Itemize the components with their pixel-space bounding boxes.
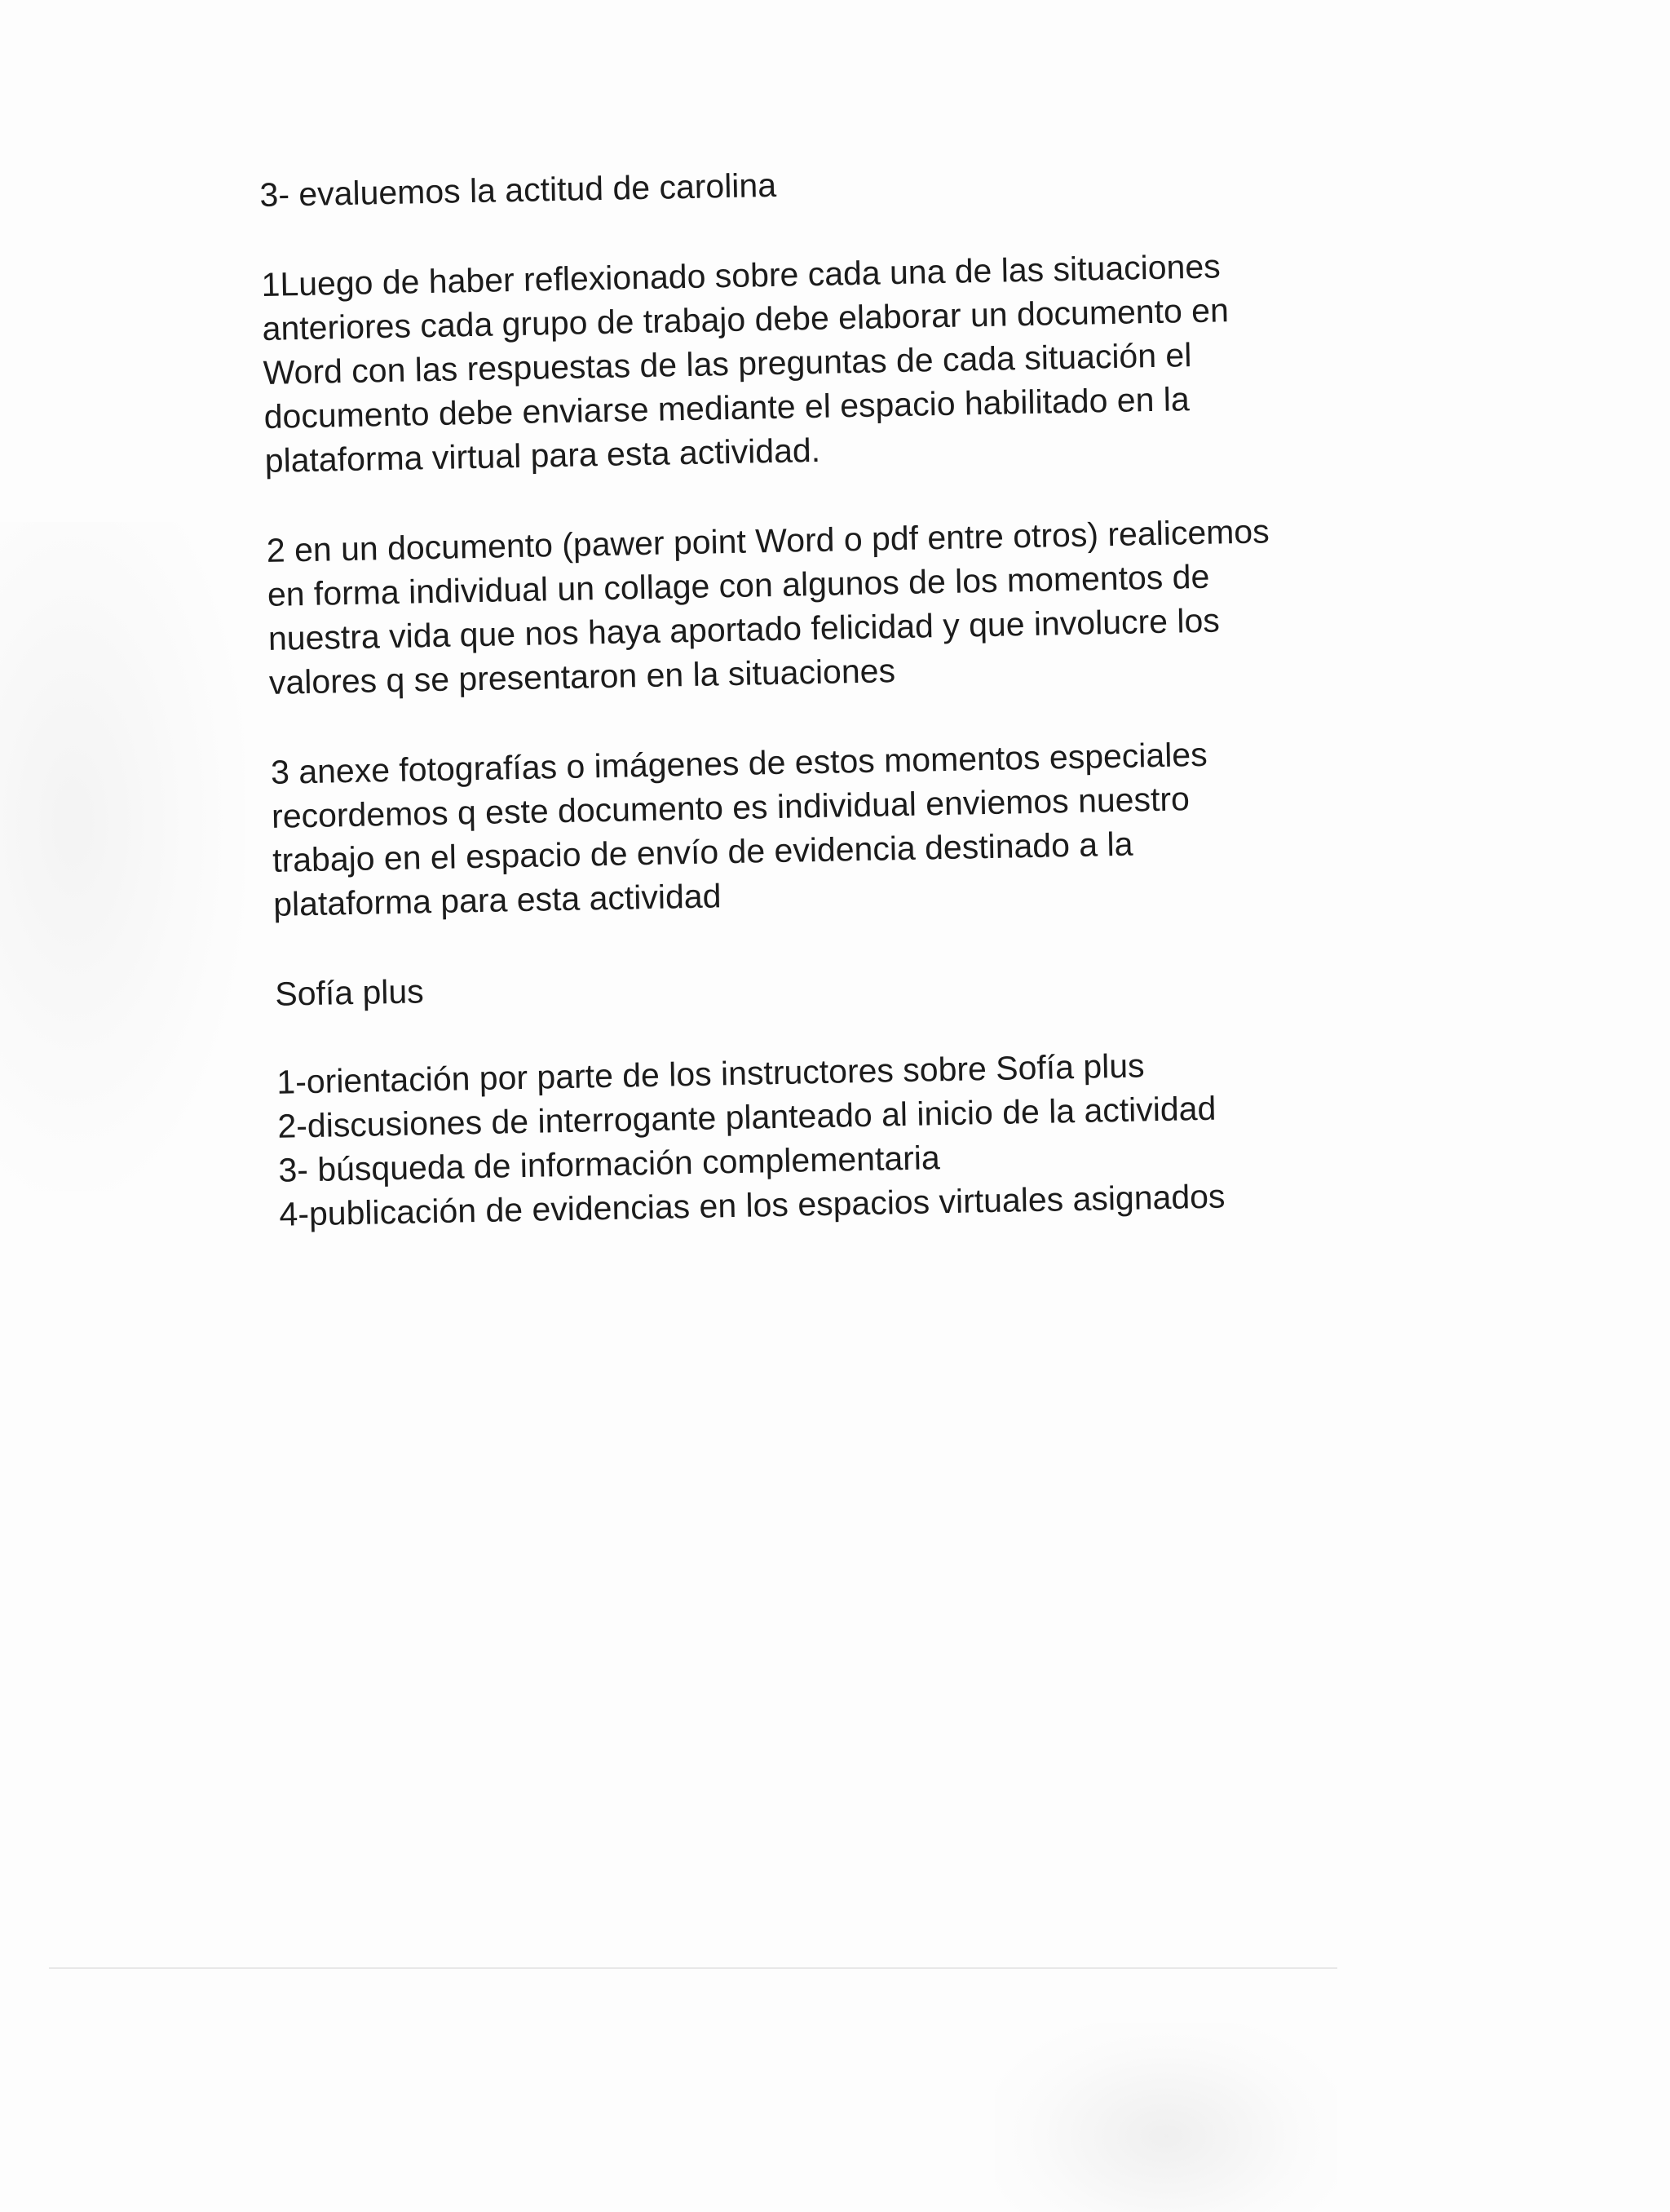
paragraph-3 bbox=[271, 728, 1432, 927]
paragraph-3-line: plataforma para esta actividad bbox=[272, 877, 722, 923]
list-item: 4-publicación de evidencias en los espacios virtuales asignados bbox=[279, 1177, 1226, 1233]
section-heading bbox=[259, 151, 1418, 217]
list-item: 3- búsqueda de información complementaria bbox=[278, 1139, 941, 1189]
activity-list bbox=[276, 1038, 1438, 1237]
show-through-photo bbox=[0, 522, 245, 1191]
subheading bbox=[275, 950, 1434, 1016]
paragraph-1-line: anteriores cada grupo de trabajo debe elaborar un documento en bbox=[262, 291, 1230, 347]
list-item: 2-discusiones de interrogante planteado al inicio de la actividad bbox=[277, 1089, 1217, 1145]
paragraph-1-line: plataforma virtual para esta actividad. bbox=[264, 431, 821, 480]
show-through-portrait bbox=[995, 2023, 1337, 2212]
paragraph-1-line: Word con las respuestas de las preguntas de cada situación el bbox=[263, 336, 1192, 392]
paragraph-3-line: trabajo en el espacio de envío de evidencia destinado a la bbox=[272, 825, 1133, 879]
paragraph-2-line: valores q se presentaron en la situaciones bbox=[268, 652, 896, 701]
subheading-text: Sofía plus bbox=[274, 972, 425, 1013]
paragraph-1 bbox=[261, 241, 1423, 483]
heading-text: 3- evaluemos la actitud de carolina bbox=[259, 166, 777, 214]
show-through-line bbox=[49, 1967, 1337, 1969]
paragraph-2-line: 2 en un documento (pawer point Word o pdf entre otros) realicemos bbox=[266, 512, 1270, 569]
paragraph-3-line: 3 anexe fotografías o imágenes de estos momentos especiales bbox=[270, 735, 1208, 791]
paragraph-2-line: en forma individual un collage con algunos de los momentos de bbox=[267, 557, 1210, 613]
list-item: 1-orientación por parte de los instructores sobre Sofía plus bbox=[276, 1046, 1145, 1101]
paragraph-1-line: documento debe enviarse mediante el espacio habilitado en la bbox=[263, 380, 1191, 436]
paragraph-2 bbox=[266, 507, 1427, 705]
paragraph-3-line: recordemos q este documento es individual enviemos nuestro bbox=[271, 780, 1191, 835]
paragraph-1-line: 1Luego de haber reflexionado sobre cada una de las situaciones bbox=[261, 247, 1222, 303]
document-body bbox=[259, 151, 1438, 1282]
paragraph-2-line: nuestra vida que nos haya aportado felicidad y que involucre los bbox=[267, 601, 1221, 657]
